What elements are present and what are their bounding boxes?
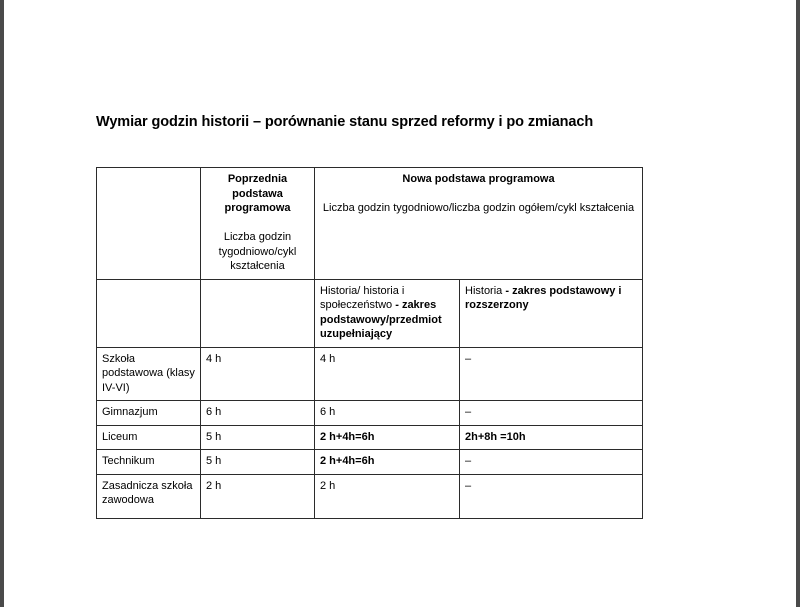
page-title: Wymiar godzin historii – porównanie stanu sprzed reformy i po zmianach <box>96 114 594 130</box>
subheader-subject-extended-plain: Historia <box>465 284 506 297</box>
row-new-basic-hours: 2 h <box>315 474 460 518</box>
row-new-basic-hours: 6 h <box>315 401 460 426</box>
table-row <box>97 425 643 450</box>
row-old-hours: 5 h <box>201 450 315 475</box>
header-spacer <box>206 216 309 231</box>
header-spacer <box>320 187 637 202</box>
row-new-basic-hours: 4 h <box>315 347 460 401</box>
row-school-name: Szkoła podstawowa (klasy IV-VI) <box>97 347 201 401</box>
subheader-empty-cell-1 <box>97 279 201 347</box>
hours-comparison-table <box>96 167 643 519</box>
row-new-basic-hours: 2 h+4h=6h <box>315 450 460 475</box>
header-new-basis-cell <box>315 168 643 280</box>
row-old-hours: 2 h <box>201 474 315 518</box>
subheader-subject-extended-bold: - zakres podstawowy i rozszerzony <box>465 284 622 312</box>
row-old-hours: 4 h <box>201 347 315 401</box>
header-corner-cell <box>97 168 201 280</box>
table-header-row-primary <box>97 168 643 280</box>
header-new-basis-sub: Liczba godzin tygodniowo/liczba godzin ogółem/cykl kształcenia <box>322 202 635 215</box>
table-row <box>97 474 643 518</box>
subheader-subject-basic-plain: Historia/ historia i społeczeństwo <box>320 284 405 312</box>
row-new-basic-hours: 2 h+4h=6h <box>315 425 460 450</box>
row-school-name: Technikum <box>97 450 201 475</box>
header-old-basis-title: Poprzednia podstawa programowa <box>224 173 291 215</box>
row-old-hours: 6 h <box>201 401 315 426</box>
header-old-basis-cell <box>201 168 315 280</box>
row-old-hours: 5 h <box>201 425 315 450</box>
row-school-name: Gimnazjum <box>97 401 201 426</box>
header-new-basis-title: Nowa podstawa programowa <box>402 173 555 185</box>
row-new-extended-hours: – <box>460 347 643 401</box>
header-old-basis-sub: Liczba godzin tygodniowo/cykl kształcenia <box>218 231 297 273</box>
row-school-name: Liceum <box>97 425 201 450</box>
table-header-row-secondary <box>97 279 643 347</box>
subheader-subject-extended-cell <box>460 279 643 347</box>
table-row <box>97 347 643 401</box>
row-new-extended-hours: – <box>460 450 643 475</box>
row-new-extended-hours: – <box>460 401 643 426</box>
row-new-extended-hours: – <box>460 474 643 518</box>
row-school-name: Zasadnicza szkoła zawodowa <box>97 474 201 518</box>
table-row <box>97 450 643 475</box>
table-row <box>97 401 643 426</box>
subheader-empty-cell-2 <box>201 279 315 347</box>
row-new-extended-hours: 2h+8h =10h <box>460 425 643 450</box>
subheader-subject-basic-bold: - zakres podstawowy/przedmiot uzupełniający <box>320 299 442 341</box>
subheader-subject-basic-cell <box>315 279 460 347</box>
